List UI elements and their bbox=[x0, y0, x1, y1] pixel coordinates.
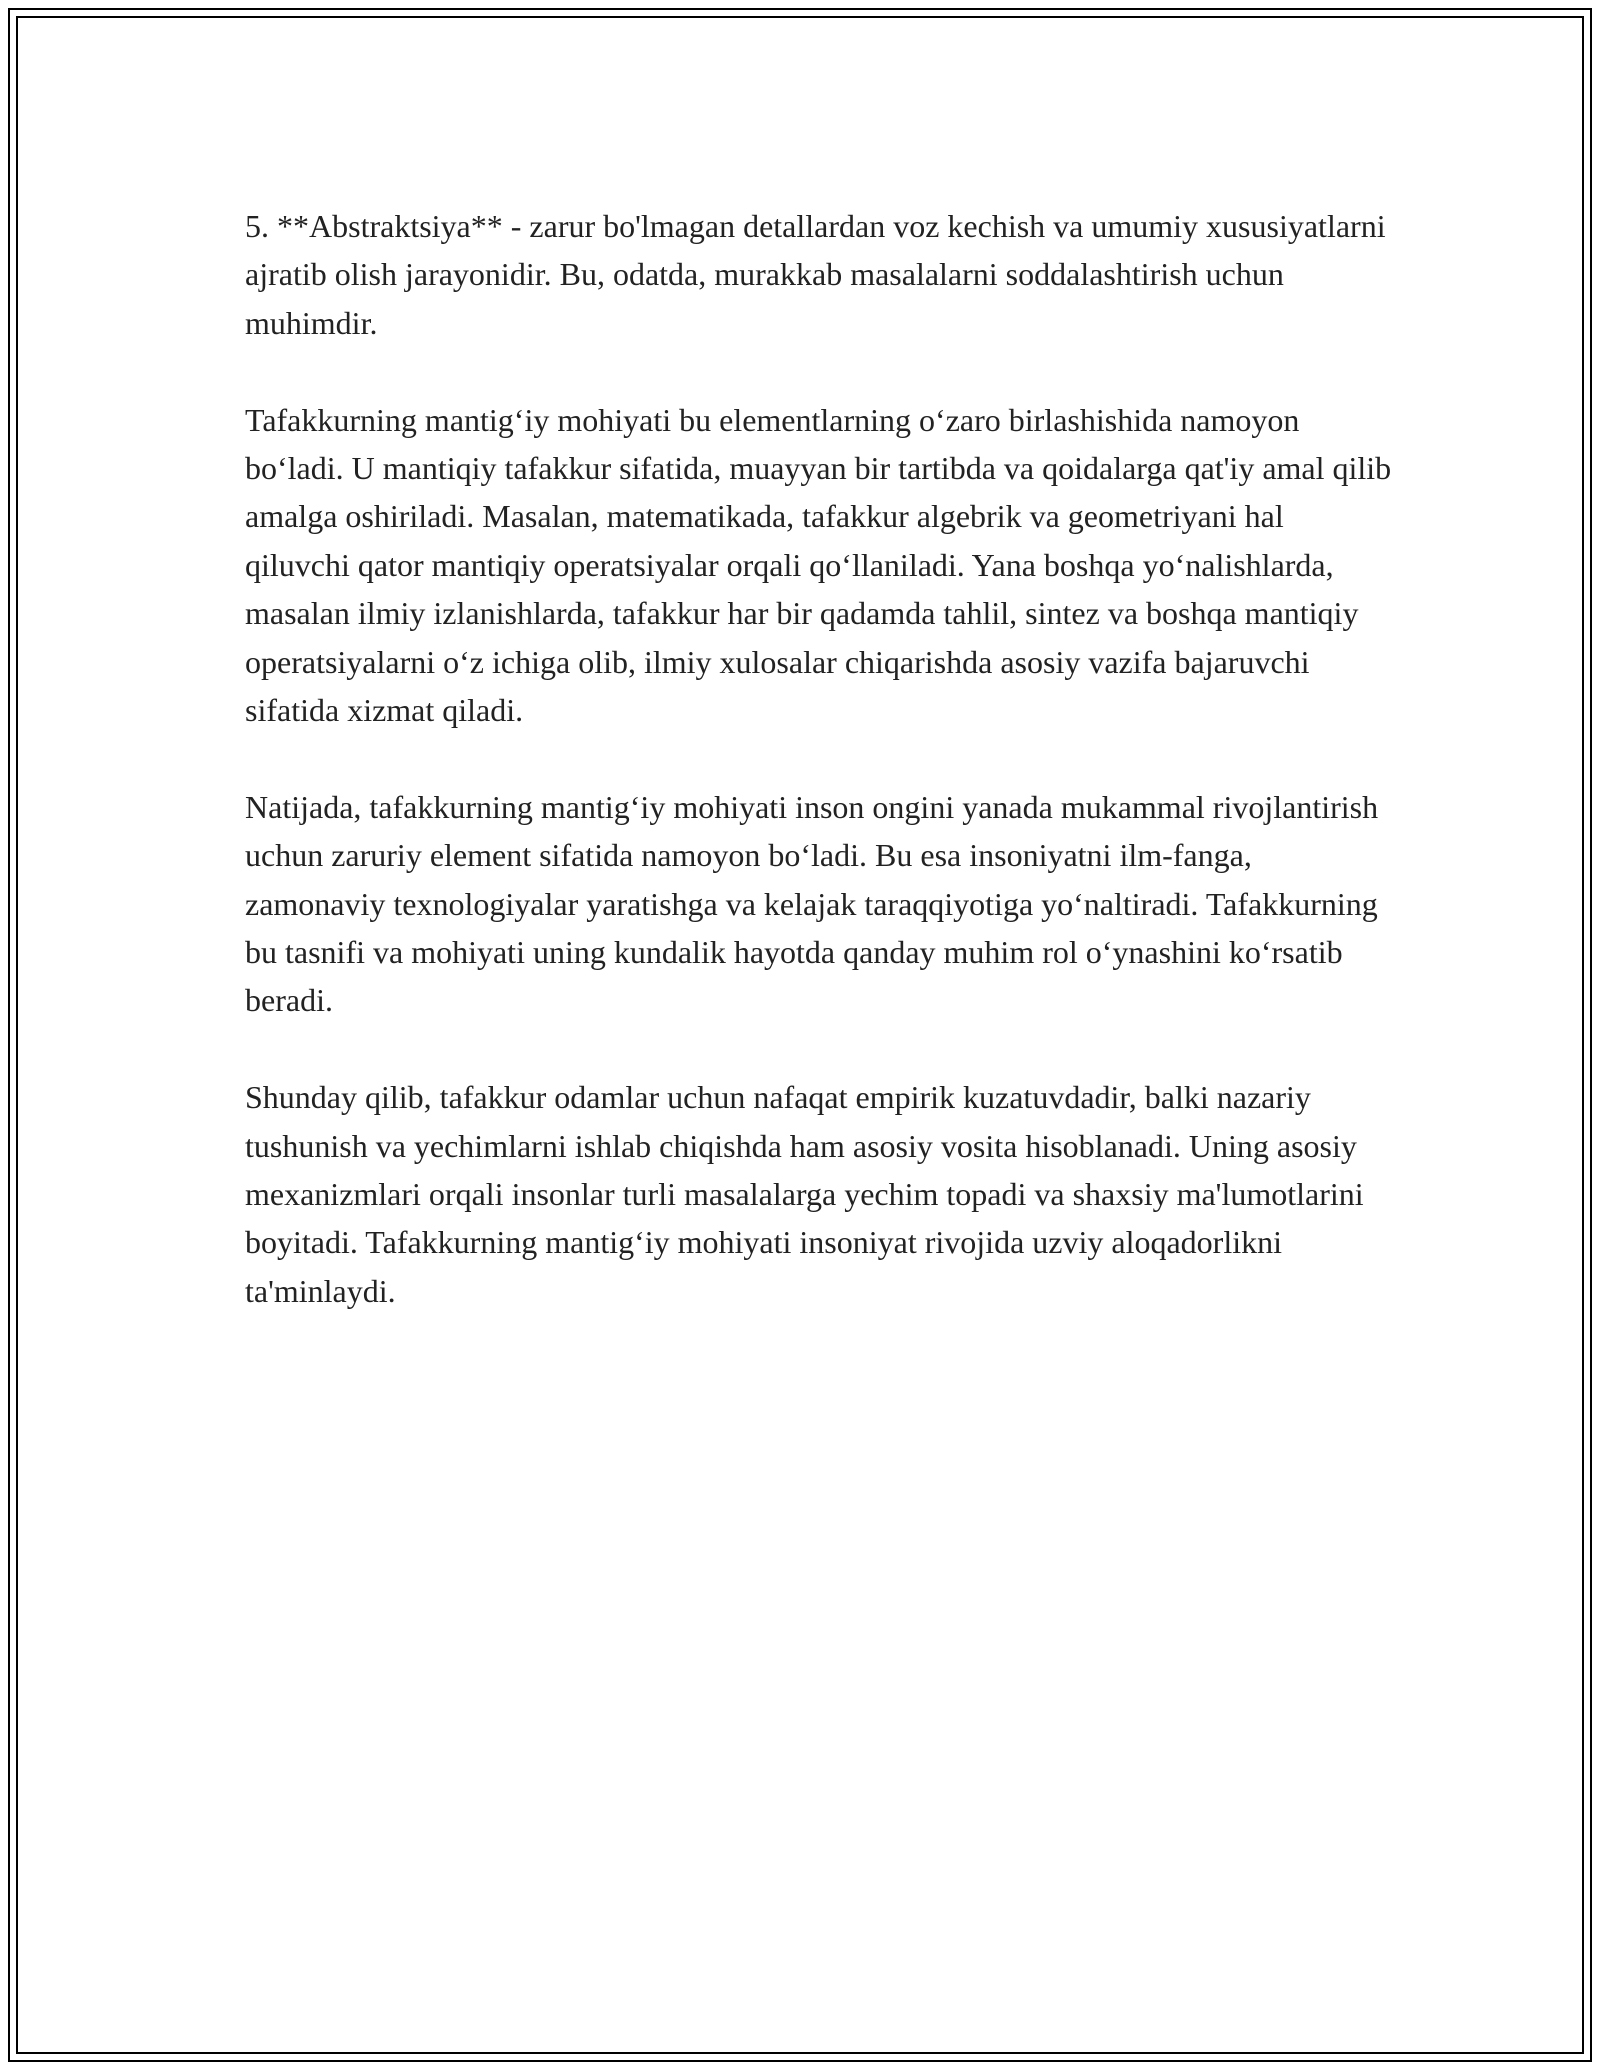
paragraph-abstraktsiya: 5. **Abstraktsiya** - zarur bo'lmagan detallardan voz kechish va umumiy xususiyatlarni ajratib olish jarayonidir. Bu, odatda, murakkab masalalarni soddalashtirish uchun muhimdir. bbox=[245, 208, 1386, 341]
paragraph-mantiqiy-mohiyat: Tafakkurning mantig‘iy mohiyati bu elementlarning o‘zaro birlashishida namoyon bo‘ladi. U mantiqiy tafakkur sifatida, muayyan bir tartibda va qoidalarga qat'iy amal qilib amalga oshiriladi. Masalan, matematikada, tafakkur algebrik va geometriyani hal qiluvchi qator mantiqiy operatsiyalar orqali qo‘llaniladi. Yana boshqa yo‘nalishlarda, masalan ilmiy izlanishlarda, tafakkur har bir qadamda tahlil, sintez va boshqa mantiqiy operatsiyalarni o‘z ichiga olib, ilmiy xulosalar chiqarishda asosiy vazifa bajaruvchi sifatida xizmat qiladi. bbox=[245, 401, 1392, 729]
paragraph-natijada: Natijada, tafakkurning mantig‘iy mohiyati inson ongini yanada mukammal rivojlantirish uchun zaruriy element sifatida namoyon bo‘ladi. Bu esa insoniyatni ilm-fanga, zamonaviy texnologiyalar yaratishga va kelajak taraqqiyotiga yo‘naltiradi. Tafakkurning bu tasnifi va mohiyati uning kundalik hayotda qanday muhim rol o‘ynashini ko‘rsatib beradi. bbox=[245, 788, 1379, 1019]
page-border bbox=[8, 8, 1592, 2062]
document-body bbox=[245, 202, 1395, 1364]
paragraph-shunday-qilib: Shunday qilib, tafakkur odamlar uchun nafaqat empirik kuzatuvdadir, balki nazariy tushunish va yechimlarni ishlab chiqishda ham asosiy vosita hisoblanadi. Uning asosiy mexanizmlari orqali insonlar turli masalalarga yechim topadi va shaxsiy ma'lumotlarini boyitadi. Tafakkurning mantig‘iy mohiyati insoniyat rivojida uzviy aloqadorlikni ta'minlaydi. bbox=[245, 1079, 1364, 1309]
